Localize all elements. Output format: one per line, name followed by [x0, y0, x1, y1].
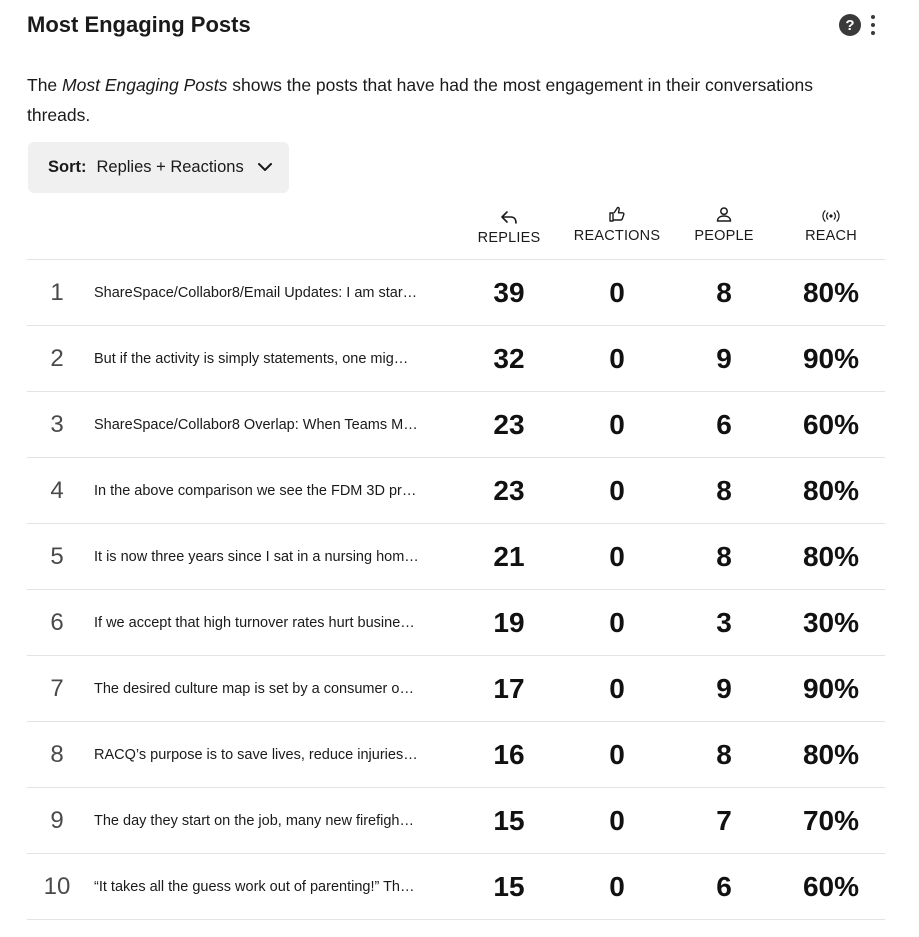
post-title[interactable]: “It takes all the guess work out of parenting!” Th…	[94, 878, 415, 895]
sort-label: Sort:	[48, 158, 87, 176]
post-title[interactable]: But if the activity is simply statements, one mig…	[94, 350, 409, 367]
reply-icon	[501, 211, 517, 228]
column-header-people[interactable]: PEOPLE	[669, 204, 779, 244]
people-count: 6	[716, 870, 732, 902]
posts-table	[27, 259, 885, 920]
table-row[interactable]	[27, 326, 885, 392]
thumbs-up-icon	[609, 206, 625, 226]
reach-percent: 90%	[802, 342, 860, 374]
row-rank: 10	[43, 872, 71, 900]
row-rank: 3	[50, 410, 64, 438]
table-row[interactable]	[27, 722, 885, 788]
reactions-count: 0	[609, 540, 625, 572]
column-header-reactions[interactable]: REACTIONS	[562, 204, 672, 244]
post-title[interactable]: RACQ’s purpose is to save lives, reduce injuries…	[94, 746, 418, 763]
reach-percent: 60%	[802, 870, 860, 902]
people-count: 9	[716, 672, 732, 704]
reach-percent: 70%	[802, 804, 860, 836]
people-count: 3	[716, 606, 732, 638]
post-title[interactable]: The day they start on the job, many new firefigh…	[94, 812, 414, 829]
reactions-count: 0	[609, 738, 625, 770]
reach-percent: 90%	[802, 672, 860, 704]
column-header-replies[interactable]: REPLIES	[454, 206, 564, 246]
replies-count: 39	[493, 276, 525, 308]
column-header-reach[interactable]: REACH	[776, 204, 886, 244]
row-rank: 7	[50, 674, 64, 702]
replies-count: 15	[493, 870, 525, 902]
reach-percent: 80%	[802, 276, 860, 308]
people-count: 8	[716, 474, 732, 506]
more-options-icon[interactable]	[867, 14, 879, 36]
description-emphasis: Most Engaging Posts	[62, 75, 228, 95]
reactions-count: 0	[609, 276, 625, 308]
people-count: 9	[716, 342, 732, 374]
row-rank: 6	[50, 608, 64, 636]
replies-count: 15	[493, 804, 525, 836]
row-rank: 1	[50, 278, 64, 306]
people-count: 8	[716, 276, 732, 308]
row-rank: 2	[50, 344, 64, 372]
sort-dropdown[interactable]	[28, 142, 289, 193]
reach-percent: 60%	[802, 408, 860, 440]
widget-description: The Most Engaging Posts shows the posts that have had the most engagement in their conversations threads.	[27, 75, 814, 125]
table-row[interactable]	[27, 590, 885, 656]
post-title[interactable]: In the above comparison we see the FDM 3D pr…	[94, 482, 417, 499]
post-title[interactable]: It is now three years since I sat in a nursing hom…	[94, 548, 419, 565]
person-icon	[716, 207, 732, 226]
reactions-count: 0	[609, 342, 625, 374]
reach-percent: 80%	[802, 540, 860, 572]
row-rank: 4	[50, 476, 64, 504]
people-count: 8	[716, 540, 732, 572]
table-row[interactable]	[27, 260, 885, 326]
post-title[interactable]: ShareSpace/Collabor8/Email Updates: I am star…	[94, 284, 418, 301]
table-row[interactable]	[27, 854, 885, 920]
post-title[interactable]: The desired culture map is set by a consumer o…	[94, 680, 414, 697]
reach-percent: 80%	[802, 738, 860, 770]
table-row[interactable]	[27, 788, 885, 854]
row-rank: 5	[50, 542, 64, 570]
help-icon[interactable]: ?	[839, 14, 861, 36]
reactions-count: 0	[609, 870, 625, 902]
replies-count: 19	[493, 606, 525, 638]
reactions-count: 0	[609, 474, 625, 506]
reach-percent: 30%	[802, 606, 860, 638]
table-row[interactable]	[27, 524, 885, 590]
widget-header	[27, 10, 879, 40]
replies-count: 23	[493, 408, 525, 440]
table-row[interactable]	[27, 458, 885, 524]
broadcast-icon	[821, 210, 841, 226]
reactions-count: 0	[609, 606, 625, 638]
replies-count: 16	[493, 738, 525, 770]
table-row[interactable]	[27, 656, 885, 722]
row-rank: 8	[50, 740, 64, 768]
replies-count: 32	[493, 342, 525, 374]
reactions-count: 0	[609, 804, 625, 836]
replies-count: 23	[493, 474, 525, 506]
page-title: Most Engaging Posts	[27, 12, 251, 37]
people-count: 8	[716, 738, 732, 770]
sort-value: Replies + Reactions	[96, 158, 244, 176]
post-title[interactable]: If we accept that high turnover rates hurt busine…	[94, 614, 415, 631]
chevron-down-icon	[258, 163, 272, 172]
reactions-count: 0	[609, 672, 625, 704]
replies-count: 17	[493, 672, 525, 704]
people-count: 6	[716, 408, 732, 440]
reactions-count: 0	[609, 408, 625, 440]
header-actions	[839, 14, 879, 36]
people-count: 7	[716, 804, 732, 836]
reach-percent: 80%	[802, 474, 860, 506]
table-row[interactable]	[27, 392, 885, 458]
row-rank: 9	[50, 806, 64, 834]
post-title[interactable]: ShareSpace/Collabor8 Overlap: When Teams M…	[94, 416, 418, 433]
replies-count: 21	[493, 540, 525, 572]
